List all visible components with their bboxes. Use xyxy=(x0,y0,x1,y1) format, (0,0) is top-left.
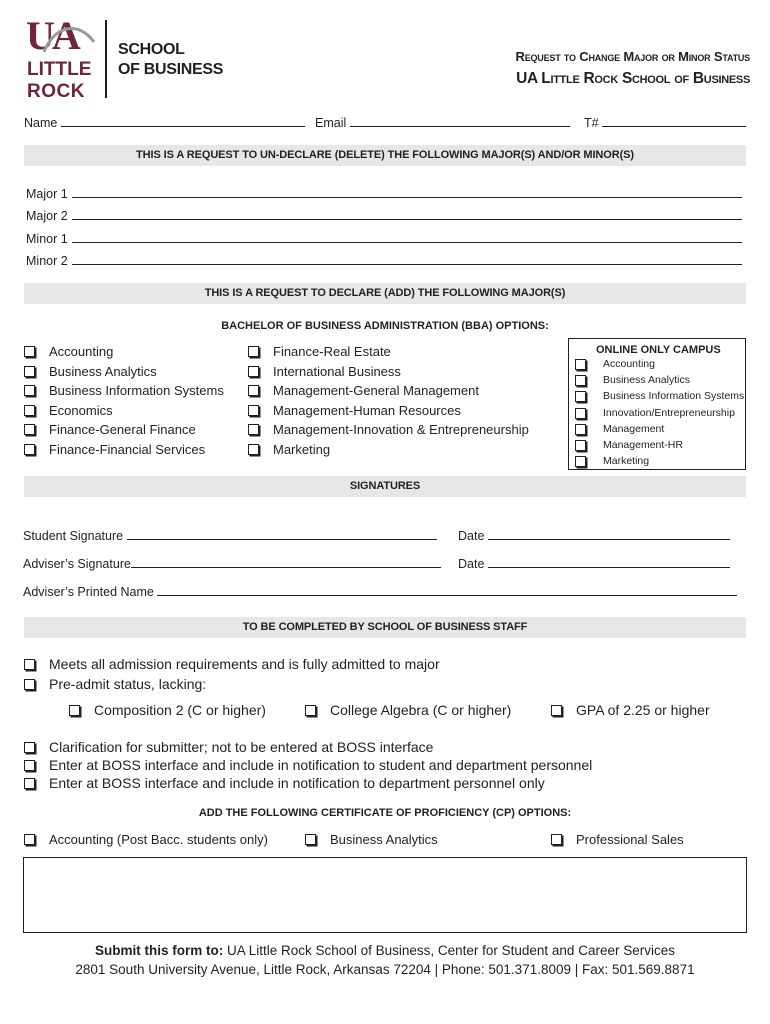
boss-option-student-and-dept[interactable]: Enter at BOSS interface and include in notification to student and department personnel xyxy=(24,757,592,773)
bba-option[interactable] xyxy=(248,440,529,460)
staff-band: TO BE COMPLETED BY SCHOOL OF BUSINESS STAFF xyxy=(24,617,746,638)
checkbox[interactable] xyxy=(575,456,586,467)
bba-option[interactable] xyxy=(24,401,224,421)
undeclare-row[interactable] xyxy=(26,230,742,246)
undeclare-row-line[interactable] xyxy=(72,185,742,198)
checkbox[interactable] xyxy=(248,405,259,416)
checkbox[interactable] xyxy=(248,385,259,396)
lacking-composition[interactable]: Composition 2 (C or higher) xyxy=(69,702,266,718)
bba-option-label: Management-General Management xyxy=(273,383,479,398)
cp-heading: ADD THE FOLLOWING CERTIFICATE OF PROFICIENCY (CP) OPTIONS: xyxy=(198,807,572,819)
footer-address: 2801 South University Avenue, Little Rock, Arkansas 72204 | Phone: 501.371.8009 | Fax: 501.569.8871 xyxy=(75,962,695,977)
cp-option-professional-sales[interactable]: Professional Sales xyxy=(551,830,684,850)
checkbox[interactable] xyxy=(24,760,35,771)
form-subtitle: UA Little Rock School of Business xyxy=(516,70,750,87)
bba-option[interactable] xyxy=(24,440,224,460)
online-campus-option[interactable]: Accounting xyxy=(603,358,655,370)
checkbox[interactable] xyxy=(575,424,586,435)
logo-divider xyxy=(105,20,107,98)
bba-option-label: Finance-General Finance xyxy=(49,422,196,437)
boss-option-clarification[interactable]: Clarification for submitter; not to be entered at BOSS interface xyxy=(24,739,433,755)
checkbox[interactable] xyxy=(551,705,562,716)
adviser-printed-name-field[interactable]: Adviser’s Printed Name xyxy=(23,583,737,599)
logo-ua: UA xyxy=(26,13,78,58)
bba-option-label: Business Information Systems xyxy=(49,383,224,398)
logo-school-of-business: SCHOOL OF BUSINESS xyxy=(118,41,224,78)
checkbox[interactable] xyxy=(24,405,35,416)
bba-option[interactable] xyxy=(24,381,224,401)
logo-rock: ROCK xyxy=(27,81,85,102)
checkbox[interactable] xyxy=(248,346,259,357)
bba-option-label: Business Analytics xyxy=(49,363,157,379)
undeclare-row-line[interactable] xyxy=(72,207,742,220)
bba-option[interactable] xyxy=(248,420,529,440)
bba-option[interactable] xyxy=(24,342,224,362)
lacking-algebra[interactable]: College Algebra (C or higher) xyxy=(305,702,511,718)
checkbox[interactable] xyxy=(24,659,35,670)
bba-options-col1 xyxy=(24,342,224,459)
checkbox[interactable] xyxy=(248,444,259,455)
checkbox[interactable] xyxy=(248,366,259,377)
checkbox[interactable] xyxy=(24,346,35,357)
notes-box[interactable] xyxy=(23,857,747,933)
undeclare-row-label: Major 2 xyxy=(26,209,68,223)
footer-submit-line: Submit this form to: UA Little Rock School of Business, Center for Student and Career Services xyxy=(95,943,675,958)
undeclare-row-label: Major 1 xyxy=(26,187,68,201)
undeclare-band: THIS IS A REQUEST TO UN-DECLARE (DELETE) THE FOLLOWING MAJOR(S) AND/OR MINOR(S) xyxy=(24,145,746,166)
checkbox[interactable] xyxy=(24,424,35,435)
checkbox[interactable] xyxy=(575,375,586,386)
bba-options-col2 xyxy=(248,342,529,459)
boss-option-dept-only[interactable]: Enter at BOSS interface and include in notification to department personnel only xyxy=(24,775,545,791)
admit-option-full[interactable]: Meets all admission requirements and is fully admitted to major xyxy=(24,656,440,672)
bba-option-label: Finance-Financial Services xyxy=(49,441,206,457)
checkbox[interactable] xyxy=(575,391,586,402)
student-date-field[interactable]: Date xyxy=(458,527,730,543)
bba-subheading: BACHELOR OF BUSINESS ADMINISTRATION (BBA) OPTIONS: xyxy=(221,320,549,332)
online-campus-option[interactable]: Innovation/Entrepreneurship xyxy=(603,406,735,419)
checkbox[interactable] xyxy=(24,366,35,377)
undeclare-row-label: Minor 2 xyxy=(26,254,68,268)
cp-option-accounting[interactable]: Accounting (Post Bacc. students only) xyxy=(24,830,268,850)
logo-little: LITTLE xyxy=(27,59,92,80)
email-field[interactable]: Email xyxy=(315,114,570,130)
bba-option[interactable] xyxy=(248,342,529,362)
bba-option-label: Management-Innovation & Entrepreneurship xyxy=(273,422,529,437)
online-campus-option[interactable]: Management xyxy=(603,422,665,435)
checkbox[interactable] xyxy=(248,424,259,435)
undeclare-row[interactable] xyxy=(26,207,742,223)
bba-option-label: Marketing xyxy=(273,441,331,457)
undeclare-row-line[interactable] xyxy=(72,230,742,243)
t-number-field[interactable]: T# xyxy=(584,114,746,130)
bba-option[interactable] xyxy=(24,362,224,382)
form-title: Request to Change Major or Minor Status xyxy=(515,49,750,64)
bba-option-label: Management-Human Resources xyxy=(273,402,461,418)
bba-option[interactable] xyxy=(248,362,529,382)
checkbox[interactable] xyxy=(575,359,586,370)
undeclare-row[interactable] xyxy=(26,185,742,201)
checkbox[interactable] xyxy=(24,742,35,753)
bba-option-label: Accounting xyxy=(49,344,114,359)
bba-option-label: Economics xyxy=(49,402,113,418)
name-field[interactable]: Name xyxy=(24,114,305,130)
checkbox[interactable] xyxy=(24,444,35,455)
lacking-gpa[interactable]: GPA of 2.25 or higher xyxy=(551,702,710,718)
checkbox[interactable] xyxy=(24,385,35,396)
checkbox[interactable] xyxy=(551,834,562,845)
online-campus-title: ONLINE ONLY CAMPUS xyxy=(596,344,721,356)
checkbox[interactable] xyxy=(575,408,586,419)
undeclare-row-label: Minor 1 xyxy=(26,232,68,246)
bba-option[interactable] xyxy=(248,381,529,401)
student-signature-field[interactable]: Student Signature xyxy=(23,527,437,543)
checkbox[interactable] xyxy=(575,440,586,451)
online-campus-option[interactable]: Business Analytics xyxy=(603,374,690,387)
online-campus-option[interactable]: Marketing xyxy=(603,455,650,468)
bba-option[interactable] xyxy=(24,420,224,440)
checkbox[interactable] xyxy=(305,705,316,716)
logo-swoosh-icon xyxy=(40,22,96,56)
adviser-signature-field[interactable]: Adviser’s Signature xyxy=(23,555,441,571)
checkbox[interactable] xyxy=(305,834,316,845)
online-campus-option[interactable]: Management-HR xyxy=(603,439,683,451)
adviser-date-field[interactable]: Date xyxy=(458,555,730,571)
bba-option[interactable] xyxy=(248,401,529,421)
admit-option-preadmit[interactable]: Pre-admit status, lacking: xyxy=(24,676,206,692)
checkbox[interactable] xyxy=(24,834,35,845)
online-campus-option[interactable]: Business Information Systems xyxy=(603,390,745,403)
signatures-band: SIGNATURES xyxy=(24,476,746,497)
checkbox[interactable] xyxy=(24,778,35,789)
checkbox[interactable] xyxy=(69,705,80,716)
declare-band: THIS IS A REQUEST TO DECLARE (ADD) THE FOLLOWING MAJOR(S) xyxy=(24,283,746,304)
cp-option-business-analytics[interactable]: Business Analytics xyxy=(305,830,438,850)
undeclare-row-line[interactable] xyxy=(72,252,742,265)
checkbox[interactable] xyxy=(24,679,35,690)
bba-option-label: Finance-Real Estate xyxy=(273,344,391,359)
bba-option-label: International Business xyxy=(273,363,401,379)
undeclare-row[interactable] xyxy=(26,252,742,268)
